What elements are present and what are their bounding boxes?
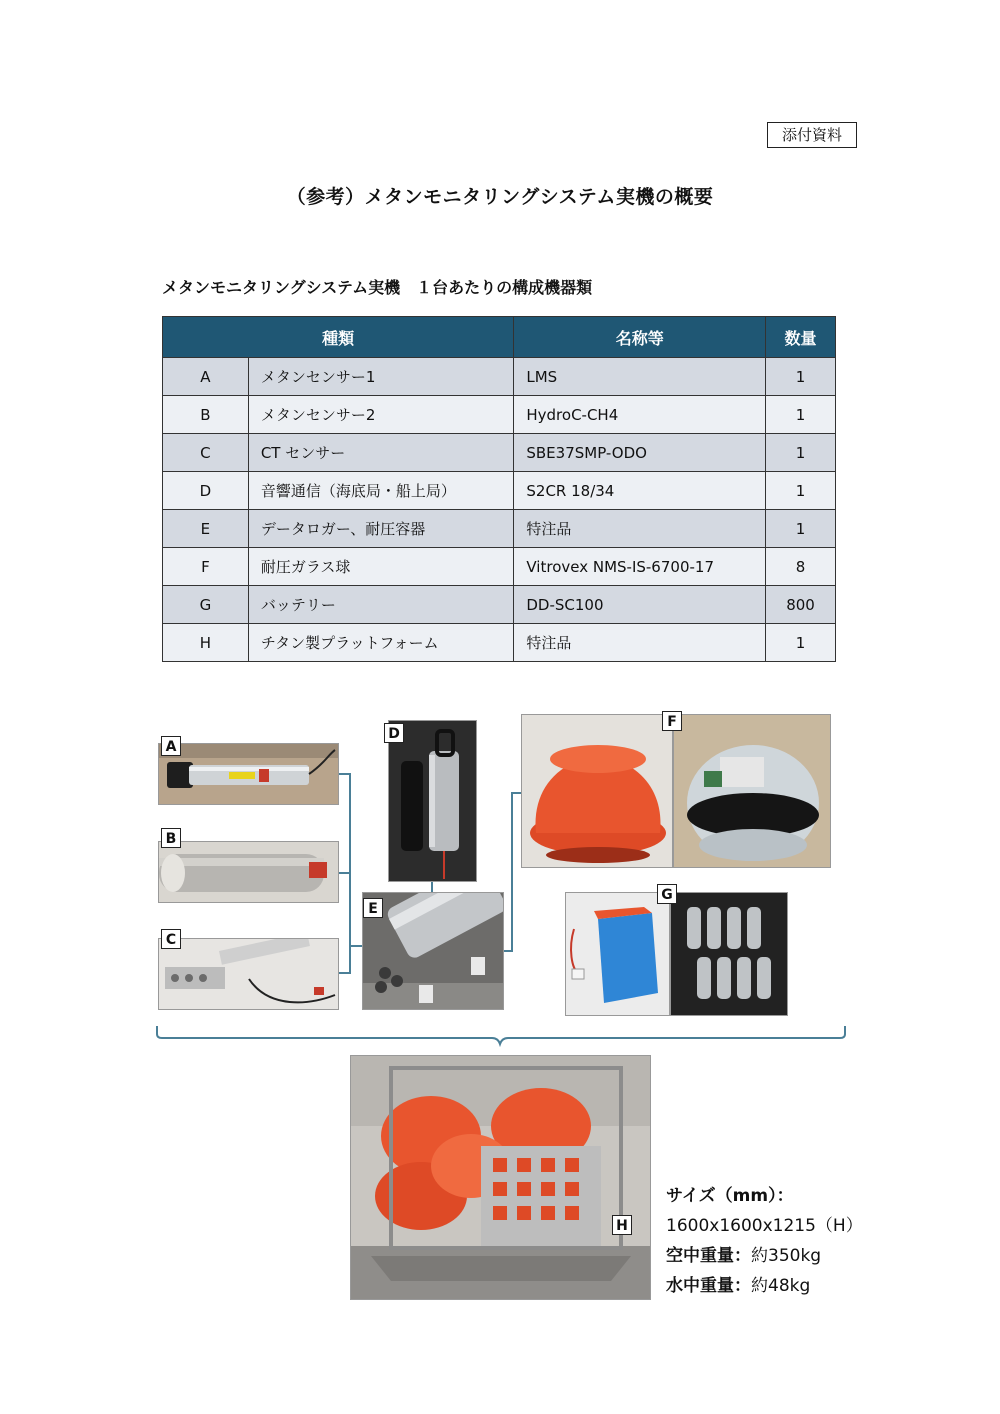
row-type: CT センサー	[248, 434, 514, 472]
row-type: データロガー、耐圧容器	[248, 510, 514, 548]
group-brace	[156, 1022, 846, 1050]
header-type: 種類	[163, 317, 514, 358]
row-type: メタンセンサー1	[248, 358, 514, 396]
row-qty: 1	[766, 472, 836, 510]
photo-methane-sensor-1	[158, 743, 339, 805]
photo-acoustic-comm	[388, 720, 477, 882]
row-code: B	[163, 396, 249, 434]
table-row	[163, 624, 836, 662]
table-row	[163, 510, 836, 548]
section-title: メタンモニタリングシステム実機 １台あたりの構成機器類	[162, 278, 593, 297]
photo-tag-g: G	[657, 884, 677, 904]
row-name: S2CR 18/34	[514, 472, 766, 510]
photo-battery-pack	[565, 892, 670, 1016]
document-title: （参考）メタンモニタリングシステム実機の概要	[286, 186, 714, 208]
row-type: バッテリー	[248, 586, 514, 624]
row-name: 特注品	[514, 624, 766, 662]
platform-specs	[666, 1181, 863, 1301]
row-code: E	[163, 510, 249, 548]
row-name: HydroC-CH4	[514, 396, 766, 434]
photo-tag-a: A	[161, 736, 181, 756]
photo-battery-cells	[670, 892, 788, 1016]
connector-line	[349, 773, 351, 974]
size-value: 1600x1600x1215（H）	[666, 1216, 863, 1236]
row-qty: 1	[766, 358, 836, 396]
equipment-table	[162, 316, 836, 662]
table-row	[163, 434, 836, 472]
connector-line	[511, 792, 521, 794]
photo-tag-f: F	[662, 711, 682, 731]
row-name: 特注品	[514, 510, 766, 548]
row-qty: 1	[766, 434, 836, 472]
connector-line	[511, 792, 513, 952]
photo-tag-b: B	[161, 828, 181, 848]
row-qty: 1	[766, 510, 836, 548]
row-name: LMS	[514, 358, 766, 396]
air-weight-label: 空中重量：	[666, 1246, 751, 1266]
connector-line	[349, 945, 362, 947]
connector-line	[431, 882, 433, 892]
photo-tag-c: C	[161, 929, 181, 949]
row-name: Vitrovex NMS-IS-6700-17	[514, 548, 766, 586]
table-row	[163, 548, 836, 586]
row-name: SBE37SMP-ODO	[514, 434, 766, 472]
row-qty: 1	[766, 396, 836, 434]
table-row	[163, 358, 836, 396]
row-code: H	[163, 624, 249, 662]
photo-data-logger	[362, 892, 504, 1010]
header-qty: 数量	[766, 317, 836, 358]
table-header-row	[163, 317, 836, 358]
table-row	[163, 472, 836, 510]
photo-tag-d: D	[384, 723, 404, 743]
header-name: 名称等	[514, 317, 766, 358]
water-weight-label: 水中重量：	[666, 1276, 751, 1296]
row-code: C	[163, 434, 249, 472]
photo-glass-sphere-housing	[521, 714, 673, 868]
photo-tag-e: E	[363, 898, 383, 918]
size-label: サイズ（mm）：	[666, 1186, 794, 1206]
photo-methane-sensor-2	[158, 841, 339, 903]
row-qty: 800	[766, 586, 836, 624]
row-code: G	[163, 586, 249, 624]
table-row	[163, 586, 836, 624]
row-code: D	[163, 472, 249, 510]
row-type: チタン製プラットフォーム	[248, 624, 514, 662]
water-weight-value: 約48kg	[751, 1276, 811, 1296]
row-qty: 8	[766, 548, 836, 586]
photo-glass-sphere	[673, 714, 831, 868]
row-qty: 1	[766, 624, 836, 662]
photo-titanium-platform	[350, 1055, 651, 1300]
table-row	[163, 396, 836, 434]
row-type: メタンセンサー2	[248, 396, 514, 434]
attachment-label: 添付資料	[767, 122, 857, 148]
photo-ct-sensor	[158, 938, 339, 1010]
photo-tag-h: H	[612, 1215, 632, 1235]
row-type: 音響通信（海底局・船上局）	[248, 472, 514, 510]
row-type: 耐圧ガラス球	[248, 548, 514, 586]
row-name: DD-SC100	[514, 586, 766, 624]
row-code: F	[163, 548, 249, 586]
row-code: A	[163, 358, 249, 396]
air-weight-value: 約350kg	[751, 1246, 822, 1266]
